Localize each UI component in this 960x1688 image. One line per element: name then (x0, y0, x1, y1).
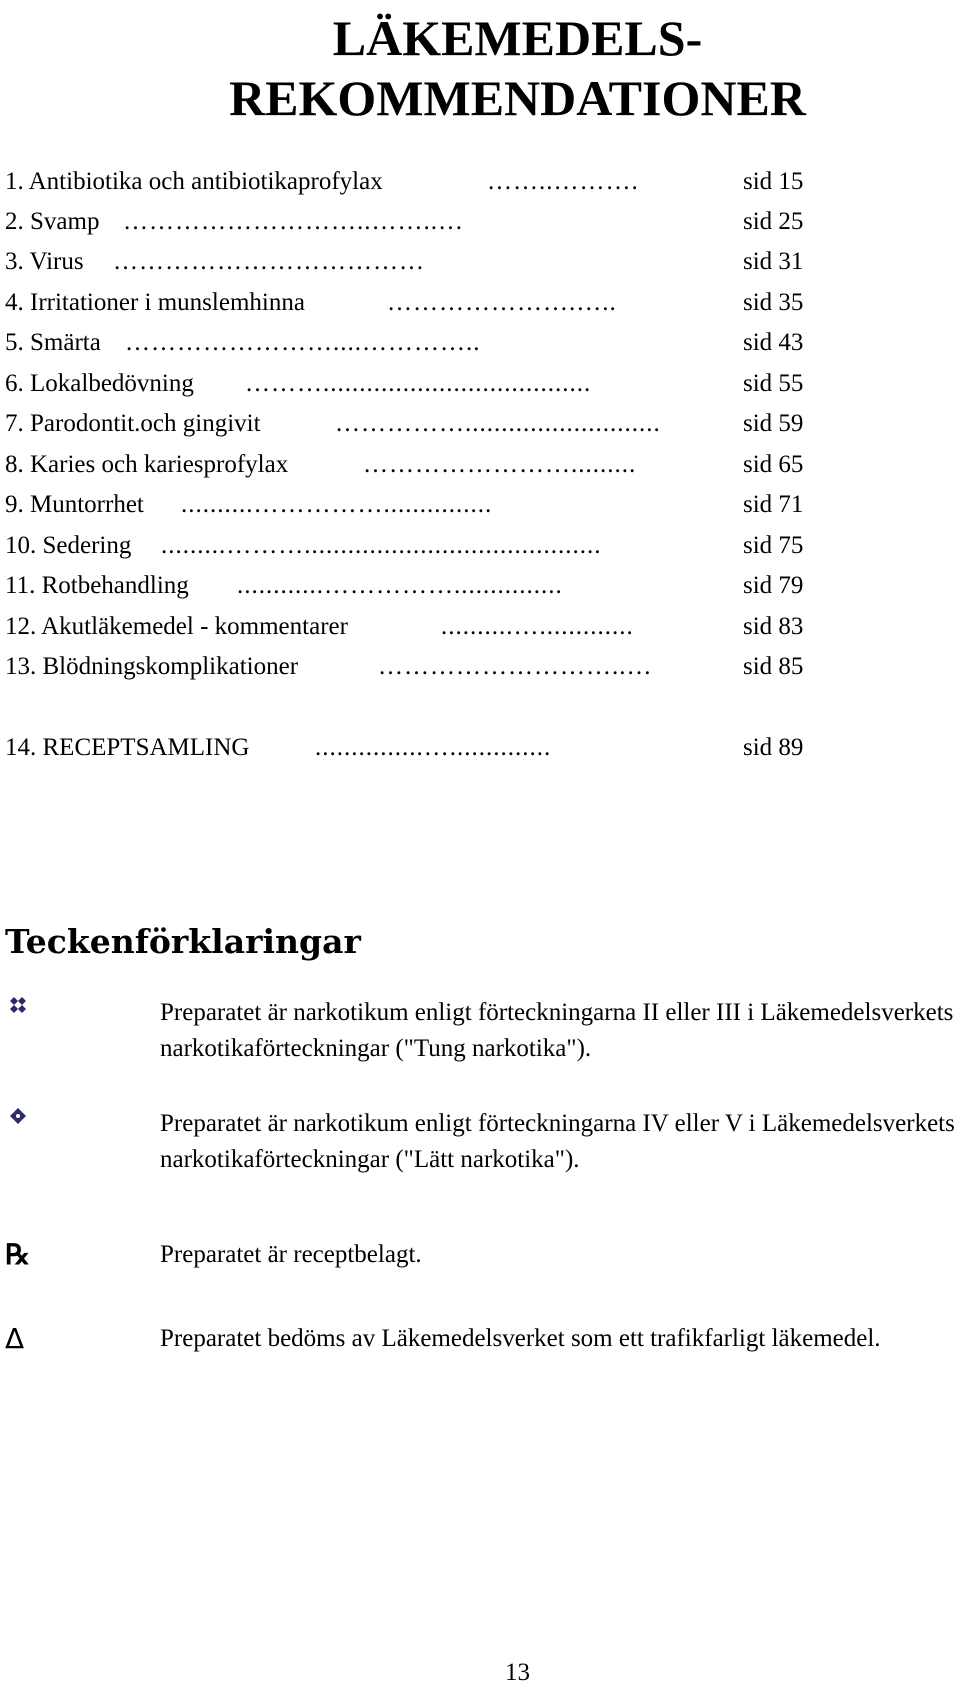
toc-entry-label: 6. Lokalbedövning (5, 370, 194, 397)
toc-entry-irritationer[interactable] (5, 283, 820, 323)
toc-entry-blodningskomplikationer[interactable] (5, 647, 820, 687)
toc-entry-label: 3. Virus (5, 248, 84, 275)
toc-leader-dots: ..........……………............... (181, 491, 493, 518)
page-number: 13 (505, 1659, 530, 1686)
page-title-line-2: REKOMMENDATIONER (229, 70, 806, 126)
toc-entry-svamp[interactable] (5, 202, 820, 242)
tung-narkotika-icon (5, 995, 35, 1035)
toc-entry-label: 1. Antibiotika och antibiotikaprofylax (5, 168, 383, 195)
toc-page-number: sid 55 (743, 370, 804, 397)
toc-leader-dots: ...............….............. (315, 734, 552, 761)
legend-text: Preparatet är narkotikum enligt förteckningarna II eller III i Läkemedelsverkets narkotikaförteckningar ("Tung narkotika"). (160, 999, 954, 1062)
toc-entry-label: 4. Irritationer i munslemhinna (5, 289, 305, 316)
toc-page-number: sid 79 (743, 572, 804, 599)
toc-leader-dots: ………………………..……..… (123, 208, 464, 235)
toc-entry-parodontit[interactable] (5, 404, 820, 444)
toc-entry-label: 14. RECEPTSAMLING (5, 734, 250, 761)
toc-page-number: sid 85 (743, 653, 804, 680)
toc-leader-dots: ………………………..… (378, 653, 653, 680)
legend-text: Preparatet är receptbelagt. (160, 1241, 422, 1268)
legend-heading: Teckenförklaringar (5, 922, 361, 961)
toc-entry-label: 7. Parodontit.och gingivit (5, 410, 261, 437)
toc-entry-karies[interactable] (5, 445, 820, 485)
toc-page-number: sid 83 (743, 613, 804, 640)
toc-entry-label: 11. Rotbehandling (5, 572, 189, 599)
toc-page-number: sid 59 (743, 410, 804, 437)
toc-leader-dots: ……………........................... (335, 410, 661, 437)
toc-leader-dots: .........………......................................... (161, 532, 602, 559)
toc-entry-muntorrhet[interactable] (5, 485, 820, 525)
toc-entry-antibiotika[interactable] (5, 162, 820, 202)
page-title (0, 8, 960, 128)
toc-leader-dots: ……………………....………….. (125, 329, 481, 356)
toc-leader-dots: ………………….….. (387, 289, 617, 316)
latt-narkotika-icon (5, 1106, 35, 1146)
toc-entry-virus[interactable] (5, 242, 820, 282)
toc-page-number: sid 15 (743, 168, 804, 195)
toc-leader-dots: ............……………............... (237, 572, 563, 599)
rx-icon: ℞ (5, 1238, 31, 1271)
toc-page-number: sid 65 (743, 451, 804, 478)
toc-entry-label: 9. Muntorrhet (5, 491, 144, 518)
toc-entry-label: 5. Smärta (5, 329, 101, 356)
toc-page-number: sid 75 (743, 532, 804, 559)
legend-text: Preparatet är narkotikum enligt förteckningarna IV eller V i Läkemedelsverkets narkotikaförteckningar ("Lätt narkotika"). (160, 1110, 955, 1173)
toc-page-number: sid 89 (743, 734, 804, 761)
page-title-line-1: LÄKEMEDELS- (332, 10, 703, 66)
legend-text: Preparatet bedöms av Läkemedelsverket som ett trafikfarligt läkemedel. (160, 1325, 881, 1352)
toc-page-number: sid 25 (743, 208, 804, 235)
toc-entry-label: 2. Svamp (5, 208, 100, 235)
toc-leader-dots: ……………………………… (113, 248, 425, 275)
toc-entry-label: 13. Blödningskomplikationer (5, 653, 299, 680)
toc-page-number: sid 31 (743, 248, 804, 275)
toc-entry-receptsamling[interactable] (5, 728, 820, 768)
toc-page-number: sid 35 (743, 289, 804, 316)
toc-entry-rotbehandling[interactable] (5, 566, 820, 606)
toc-entry-sedering[interactable] (5, 526, 820, 566)
delta-icon: Δ (5, 1322, 25, 1355)
toc-leader-dots: ………..................................... (245, 370, 592, 397)
toc-leader-dots: ……………………......... (363, 451, 637, 478)
toc-entry-label: 12. Akutläkemedel - kommentarer (5, 613, 348, 640)
toc-entry-lokalbedovning[interactable] (5, 364, 820, 404)
toc-entry-label: 10. Sedering (5, 532, 132, 559)
toc-page-number: sid 71 (743, 491, 804, 518)
toc-entry-smarta[interactable] (5, 323, 820, 363)
toc-page-number: sid 43 (743, 329, 804, 356)
toc-entry-akutlakemedel[interactable] (5, 607, 820, 647)
toc-leader-dots: ..........…............. (441, 613, 634, 640)
toc-entry-label: 8. Karies och kariesprofylax (5, 451, 289, 478)
toc-leader-dots: ……..………. (487, 168, 639, 195)
